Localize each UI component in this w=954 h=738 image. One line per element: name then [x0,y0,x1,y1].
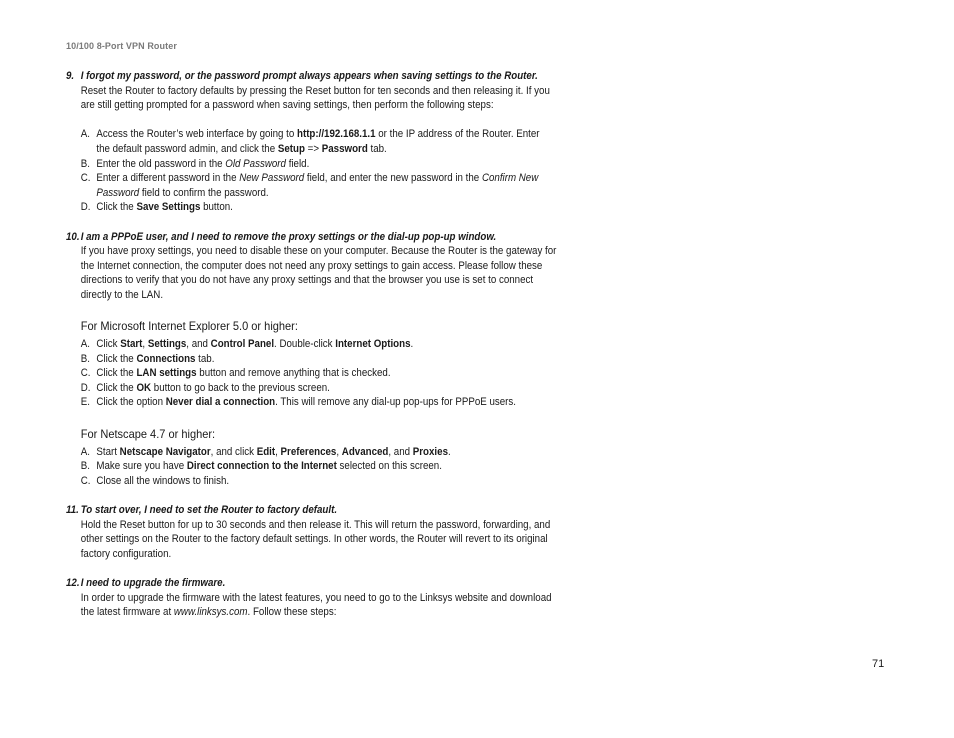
linksys-url: www.linksys.com [173,606,248,619]
steps-list [81,127,595,215]
subheading-netscape: For Netscape 4.7 or higher: [80,426,216,441]
question-number: 11. [66,504,79,517]
question-title: 11. To start over, I need to set the Router to factory default. [66,504,338,517]
list-item: C. Click the LAN settings button and remove anything that is checked. [80,367,391,380]
list-item: A. Access the Router’s web interface by going to http://192.168.1.1 or the IP address of the Router. Enter the default password admin, and click the Setup => Password tab. [80,128,540,155]
question-number: 12. [66,577,80,589]
question-number: 9. [66,70,75,82]
list-item: B. Make sure you have Direct connection to the Internet selected on this screen. [80,460,442,473]
subheading-ie: For Microsoft Internet Explorer 5.0 or higher: [80,319,298,334]
steps-list-netscape [81,445,595,489]
page-content [66,69,595,620]
faq-item-11 [66,503,595,561]
list-item: A. Start Netscape Navigator, and click Edit, Preferences, Advanced, and Proxies. [80,445,451,458]
list-item: C. Close all the windows to finish. [80,474,230,487]
faq-item-9 [66,69,595,215]
list-item: B. Click the Connections tab. [80,352,215,365]
question-title: 12.I need to upgrade the firmware. [66,577,226,589]
answer-paragraph: Reset the Router to factory defaults by pressing the Reset button for ten seconds and then releasing it. If you are still getting prompted for a password when saving settings, then perform the following steps: [80,84,550,112]
list-item: A. Click Start, Settings, and Control Panel. Double-click Internet Options. [80,338,414,351]
list-item: E. Click the option Never dial a connection. This will remove any dial-up pop-ups for PPPoE users. [80,396,516,409]
faq-item-12 [66,576,595,620]
answer-paragraph: If you have proxy settings, you need to disable these on your computer. Because the Router is the gateway for the Internet connection, the computer does not need any proxy settings to gain access. Please follow these directions to verify that you do not have any proxy settings and that the browser you use is set to connect directly to the LAN. [80,245,557,301]
faq-item-10 [66,230,595,489]
list-item: B. Enter the old password in the Old Password field. [80,157,310,170]
question-number: 10. [66,230,80,243]
question-title: 9. I forgot my password, or the password prompt always appears when saving settings to the Router. [66,70,538,82]
steps-list-ie [81,337,595,410]
list-item: C. Enter a different password in the New Password field, and enter the new password in the Confirm New Password field to confirm the password. [80,172,539,199]
running-header: 10/100 8-Port VPN Router [66,41,177,51]
answer-paragraph: Hold the Reset button for up to 30 seconds and then release it. This will return the password, forwarding, and other settings on the Router to the factory default settings. In other words, the Router will revert to its original factory configuration. [80,518,551,560]
list-item: D. Click the OK button to go back to the previous screen. [80,381,330,394]
page-number: 71 [872,658,885,670]
list-item: D. Click the Save Settings button. [80,201,233,214]
question-title: 10.I am a PPPoE user, and I need to remove the proxy settings or the dial-up pop-up window. [66,230,497,243]
answer-paragraph: In order to upgrade the firmware with the latest features, you need to go to the Linksys website and download the latest firmware at www.linksys.com. Follow these steps: [80,591,552,619]
